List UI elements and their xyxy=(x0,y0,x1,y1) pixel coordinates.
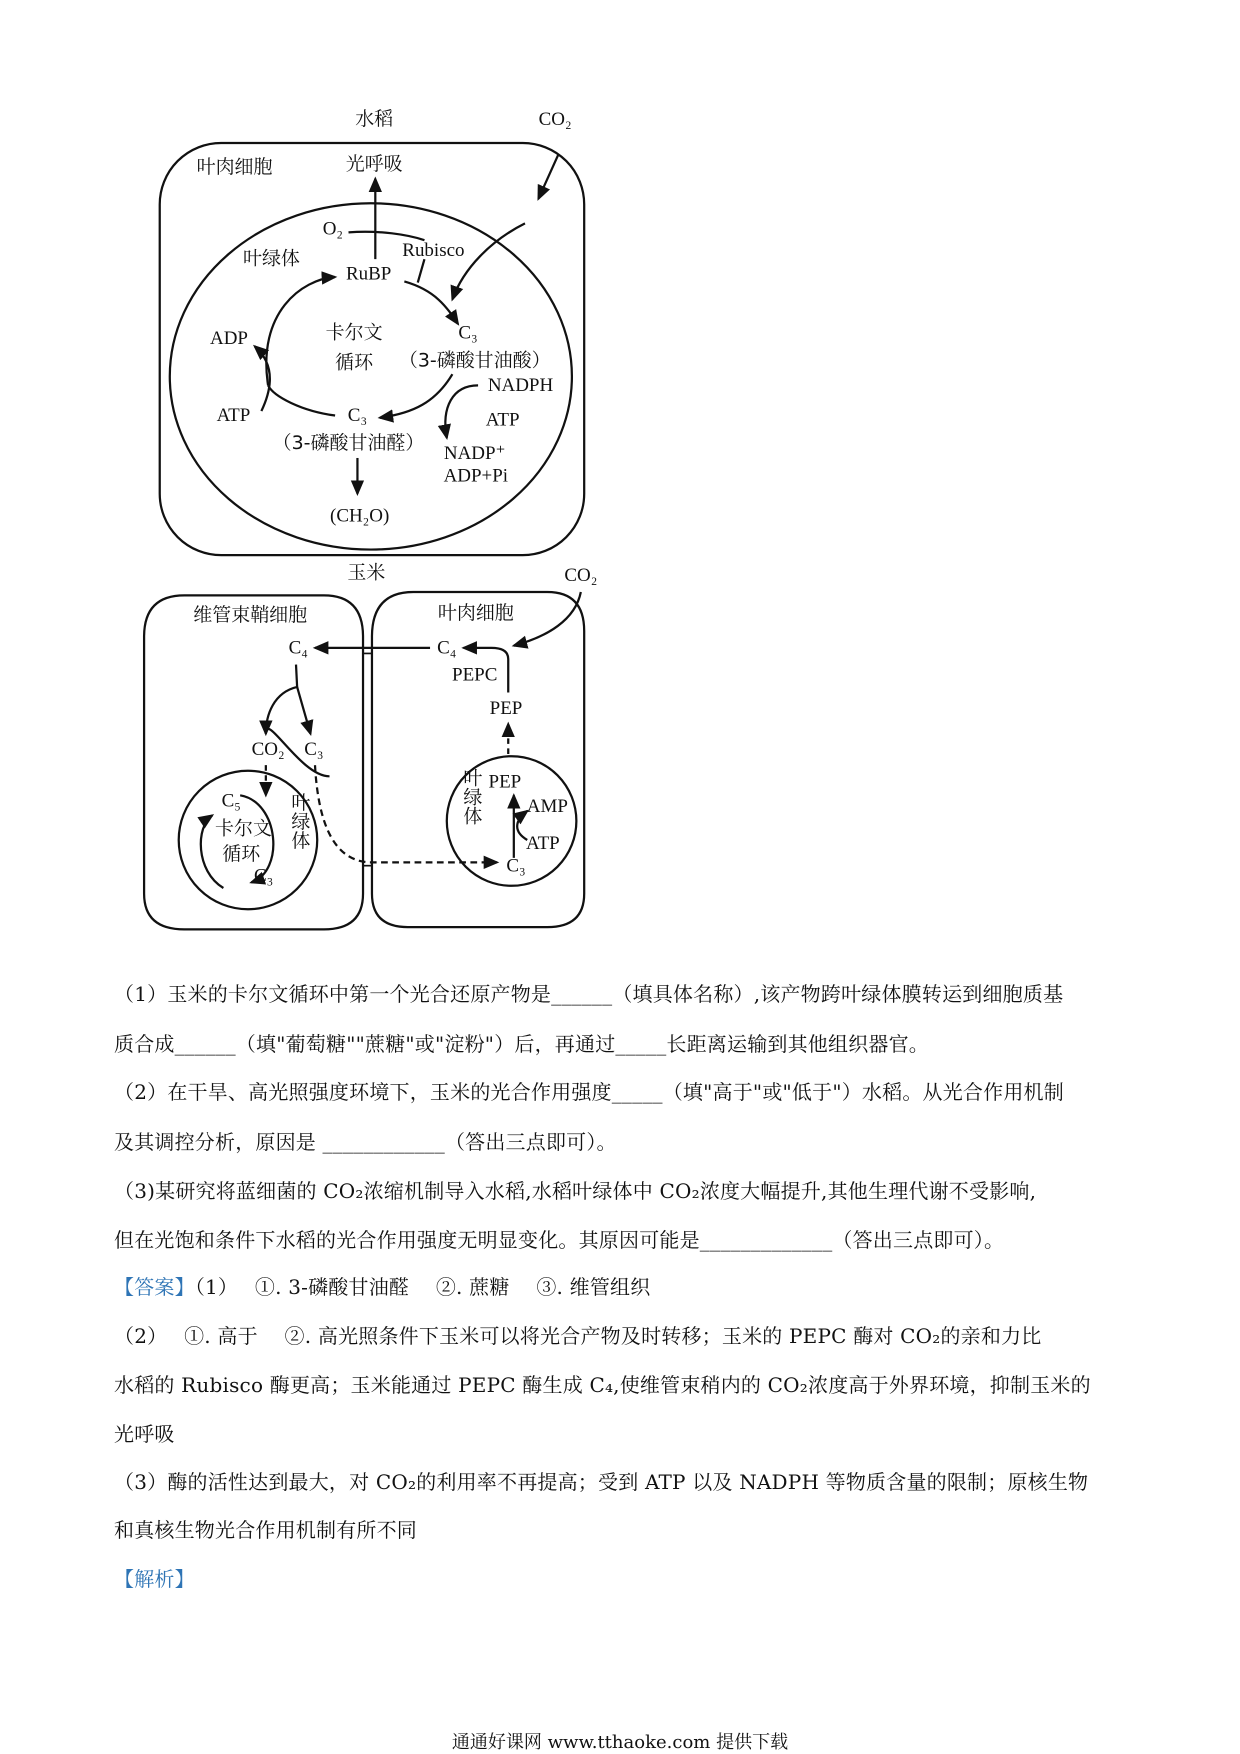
rubisco-arrow xyxy=(418,259,425,282)
c3-acid-name: （3-磷酸甘油酸） xyxy=(398,349,551,372)
pep-label: PEP xyxy=(489,697,523,719)
rice-title: 水稻 xyxy=(355,108,394,131)
answer-label: 【答案】 xyxy=(114,1275,195,1299)
c3-cycle-label: C₃ xyxy=(253,865,274,887)
c4-to-c3-arrow xyxy=(297,687,310,734)
calvin-label: 卡尔文 xyxy=(325,321,383,344)
c4-left-label: C₄ xyxy=(288,637,308,659)
calvin-arc-left xyxy=(268,385,335,415)
cycle-label: 循环 xyxy=(335,351,374,374)
plasmodesmata-channel xyxy=(363,653,372,865)
c3-right-label: C₃ xyxy=(506,855,526,877)
atp-left-label: ATP xyxy=(216,405,251,427)
c3-ald-name: （3-磷酸甘油醛） xyxy=(272,432,425,455)
c3-acid-label: C₃ xyxy=(458,322,478,344)
amp-label: AMP xyxy=(526,796,568,818)
question-1-line-2: 质合成______（填"葡萄糖""蔗糖"或"淀粉"）后，再通过_____长距离运输到其他组织器官。 xyxy=(114,1032,929,1056)
bundle-sheath-label: 维管束鞘细胞 xyxy=(193,604,308,627)
answer-3-line-2: 和真核生物光合作用机制有所不同 xyxy=(114,1518,417,1542)
answer-line-1 xyxy=(114,1274,1130,1300)
footer-watermark: 通通好课网 www.tthaoke.com 提供下载 xyxy=(451,1732,789,1753)
c5-label: C₅ xyxy=(221,790,241,812)
atp-right-label: ATP xyxy=(485,409,520,431)
bundle-chloroplast-label: 叶绿体 xyxy=(288,792,311,850)
co2-label: CO₂ xyxy=(538,109,572,131)
c3-ald-label: C₃ xyxy=(347,405,368,427)
rubp-label: RuBP xyxy=(345,263,392,285)
rubisco-label: Rubisco xyxy=(402,239,465,261)
answer-2-line-1: （2） ①. 高于 ②. 高光照条件下玉米可以将光合产物及时转移；玉米的 PEPC 酶对 CO₂的亲和力比 xyxy=(114,1324,1042,1348)
answer-2-line-2: 水稻的 Rubisco 酶更高；玉米能通过 PEPC 酶生成 C₄,使维管束稍内的 CO₂浓度高于外界环境，抑制玉米的 xyxy=(114,1373,1091,1397)
adp-label: ADP xyxy=(210,328,248,350)
meso-chloroplast-label: 叶绿体 xyxy=(460,767,483,825)
c4-to-co2-arrow xyxy=(266,665,297,734)
corn-title: 玉米 xyxy=(347,561,386,584)
question-1-line-1: （1）玉米的卡尔文循环中第一个光合还原产物是______（填具体名称）,该产物跨叶绿体膜转运到细胞质基 xyxy=(114,982,1064,1006)
chloroplast-label: 叶绿体 xyxy=(242,247,300,270)
inner-cycle-label: 循环 xyxy=(222,843,261,866)
nadph-arrow xyxy=(445,385,478,437)
mesophyll-label: 叶肉细胞 xyxy=(196,156,273,179)
atp-corn-label: ATP xyxy=(525,832,560,854)
o2-label: O₂ xyxy=(322,218,344,240)
corn-mesophyll-label: 叶肉细胞 xyxy=(437,601,514,624)
calvin-arc-right xyxy=(404,281,458,323)
photorespiration-label: 光呼吸 xyxy=(345,152,403,175)
co2-entry-arrow xyxy=(538,154,558,199)
co2-corn-arrow xyxy=(514,592,581,646)
corn-co2-label: CO₂ xyxy=(564,564,598,586)
ch2o-label: (CH₂O) xyxy=(330,505,390,527)
answer-3-line-1: （3）酶的活性达到最大，对 CO₂的利用率不再提高；受到 ATP 以及 NADPH 等物质含量的限制；原核生物 xyxy=(114,1470,1089,1494)
c3-inner-label: C₃ xyxy=(304,739,324,761)
pepc-label: PEPC xyxy=(452,664,498,686)
c4-right-label: C₄ xyxy=(437,637,457,659)
analysis-label: 【解析】 xyxy=(114,1567,195,1591)
calvin-arc-bottom xyxy=(380,374,453,418)
question-2-line-2: 及其调控分析，原因是 ____________（答出三点即可）。 xyxy=(114,1130,617,1154)
co2-inner-label: CO₂ xyxy=(251,739,285,761)
nadp-label: NADP⁺ xyxy=(443,443,506,465)
question-2-line-1: （2）在干旱、高光照强度环境下，玉米的光合作用强度_____（填"高于"或"低于"）水稻。从光合作用机制 xyxy=(114,1080,1064,1104)
inner-calvin-label: 卡尔文 xyxy=(215,817,272,840)
question-3-line-2: 但在光饱和条件下水稻的光合作用强度无明显变化。其原因可能是_____________（答出三点即可）。 xyxy=(114,1228,1005,1252)
adp-pi-label: ADP+Pi xyxy=(443,465,509,487)
pep-chloro-label: PEP xyxy=(488,771,522,793)
answer-2-line-3: 光呼吸 xyxy=(114,1422,175,1446)
answer-1: （1） ①. 3-磷酸甘油醛 ②. 蔗糖 ③. 维管组织 xyxy=(194,1275,651,1299)
question-3-line-1: （3)某研究将蓝细菌的 CO₂浓缩机制导入水稻,水稻叶绿体中 CO₂浓度大幅提升,其他生理代谢不受影响, xyxy=(114,1179,1037,1203)
nadph-label: NADPH xyxy=(487,374,554,396)
